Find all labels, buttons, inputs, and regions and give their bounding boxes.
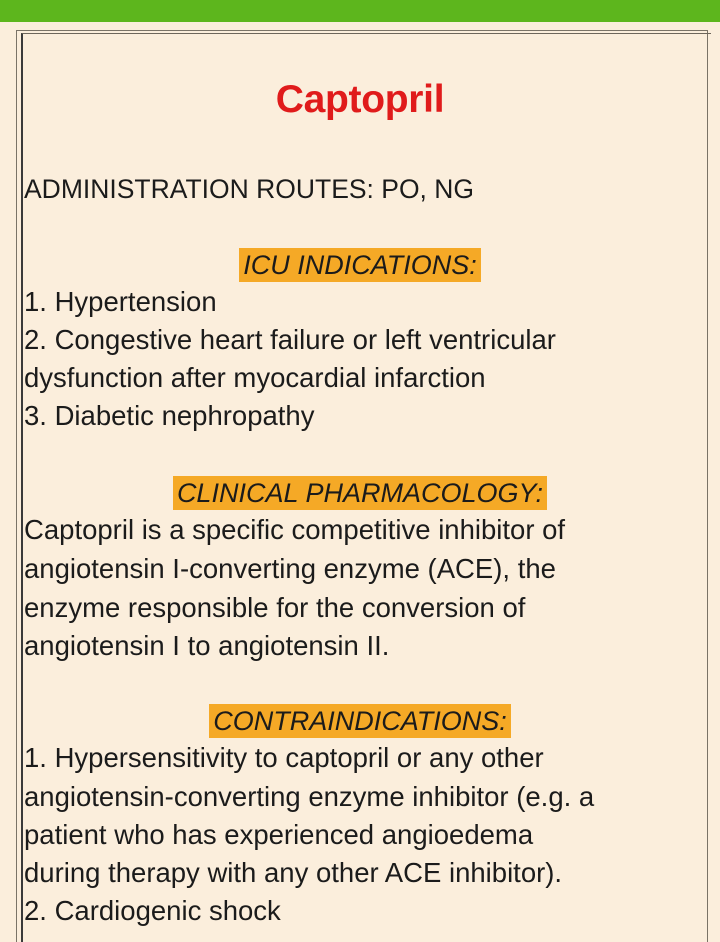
icu-indication-line: 3. Diabetic nephropathy	[24, 400, 315, 431]
icu-indications-heading-row	[0, 248, 720, 282]
icu-indications-heading: ICU INDICATIONS:	[239, 248, 481, 282]
contraindication-line: angiotensin-converting enzyme inhibitor (e.g. a	[24, 781, 595, 812]
contraindication-line: patient who has experienced angioedema	[24, 819, 534, 850]
pharmacology-line: angiotensin I to angiotensin II.	[24, 630, 390, 661]
drug-title: Captopril	[275, 78, 445, 121]
pharmacology-line: Captopril is a specific competitive inhibitor of	[24, 514, 566, 545]
contraindications-heading: CONTRAINDICATIONS:	[209, 704, 511, 738]
icu-indication-line: 2. Congestive heart failure or left ventricular	[24, 324, 556, 355]
pharmacology-line: angiotensin I-converting enzyme (ACE), the	[24, 553, 556, 584]
contraindication-line: during therapy with any other ACE inhibitor).	[24, 857, 563, 888]
icu-indication-line: 1. Hypertension	[24, 286, 217, 317]
clinical-pharmacology-heading-row	[0, 476, 720, 510]
clinical-pharmacology-heading: CLINICAL PHARMACOLOGY:	[173, 476, 547, 510]
icu-indication-line: dysfunction after myocardial infarction	[24, 362, 486, 393]
contraindication-line: 2. Cardiogenic shock	[24, 895, 281, 926]
contraindication-line: 1. Hypersensitivity to captopril or any other	[24, 742, 544, 773]
administration-routes: ADMINISTRATION ROUTES: PO, NG	[24, 174, 475, 204]
pharmacology-line: enzyme responsible for the conversion of	[24, 592, 526, 623]
top-accent-bar	[0, 0, 720, 22]
contraindications-heading-row	[0, 704, 720, 738]
